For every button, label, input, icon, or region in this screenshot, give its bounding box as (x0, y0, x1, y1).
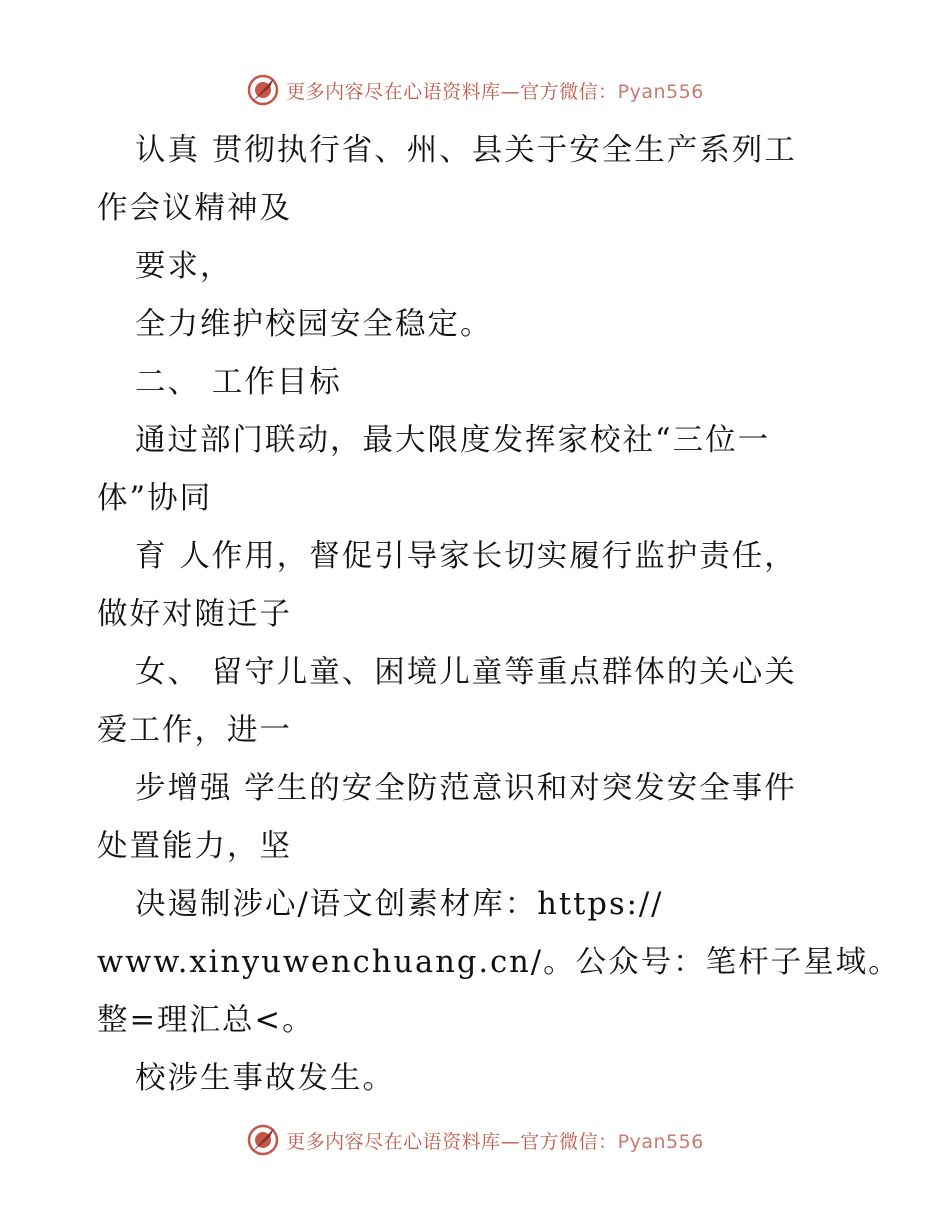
header-watermark (0, 70, 950, 110)
paragraph-line: 全力维护校园安全稳定。 (135, 307, 493, 342)
paragraph-line: 整=理汇总<。 (97, 1003, 315, 1038)
footer-watermark (0, 1120, 950, 1160)
paragraph-line: 决遏制涉心/语文创素材库：https:// (135, 887, 664, 922)
quill-logo-icon (246, 1123, 280, 1157)
paragraph-line: 步增强 学生的安全防范意识和对突发安全事件 (135, 771, 797, 806)
section-heading: 二、 工作目标 (135, 365, 342, 400)
paragraph-line: 育 人作用，督促引导家长切实履行监护责任， (135, 539, 797, 574)
watermark-text: 更多内容尽在心语资料库—官方微信：Pyan556 (286, 80, 704, 103)
paragraph-line: 认真 贯彻执行省、州、县关于安全生产系列工 (135, 133, 797, 168)
paragraph-line: 体”协同 (97, 481, 213, 516)
paragraph-line: 做好对随迁子 (97, 597, 292, 632)
paragraph-line: 要求， (135, 249, 233, 284)
document-body (97, 122, 901, 1108)
paragraph-line: 作会议精神及 (97, 191, 292, 226)
paragraph-line: 处置能力，坚 (97, 829, 292, 864)
paragraph-line: www.xinyuwenchuang.cn/。公众号：笔杆子星域。 (97, 945, 901, 980)
paragraph-line: 女、 留守儿童、困境儿童等重点群体的关心关 (135, 655, 797, 690)
paragraph-line: 爱工作，进一 (97, 713, 292, 748)
watermark-text: 更多内容尽在心语资料库—官方微信：Pyan556 (286, 1130, 704, 1153)
paragraph-line: 通过部门联动，最大限度发挥家校社“三位一 (135, 423, 771, 458)
quill-logo-icon (246, 73, 280, 107)
paragraph-line: 校涉生事故发生。 (135, 1061, 395, 1096)
